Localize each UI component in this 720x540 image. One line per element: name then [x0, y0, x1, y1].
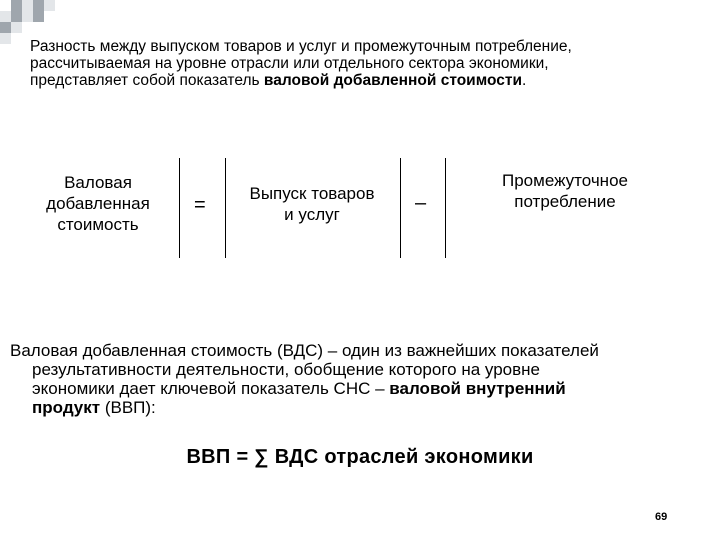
para-line-4-text: (ВВП):: [100, 398, 156, 417]
page-number: 69: [655, 511, 668, 523]
gva-definition-paragraph: [10, 341, 710, 417]
divider-line-2: [225, 158, 226, 258]
minus-sign: –: [415, 192, 427, 214]
para-line-3-text: экономики дает ключевой показатель СНС –: [32, 379, 390, 398]
term-intermediate-consumption: [484, 170, 646, 212]
intro-line-3: [30, 72, 690, 89]
divider-line-3: [400, 158, 401, 258]
term-output: [232, 183, 392, 225]
equals-sign: =: [194, 194, 206, 216]
term-gross-value-added: [28, 172, 168, 235]
intro-line-3-text: представляет собой показатель: [30, 72, 264, 89]
term1-line-3: стоимость: [57, 215, 139, 234]
intro-line-2: рассчитываемая на уровне отрасли или отдельного сектора экономики,: [30, 55, 549, 72]
term2-line-2: и услуг: [284, 205, 340, 224]
para-line-2: результативности деятельности, обобщение которого на уровне: [32, 360, 540, 379]
intro-line-3-bold: валовой добавленной стоимости: [263, 72, 522, 89]
divider-line-4: [445, 158, 446, 258]
term1-line-1: Валовая: [64, 173, 132, 192]
term1-line-2: добавленная: [46, 194, 150, 213]
term3-line-2: потребление: [514, 192, 616, 211]
term2-line-1: Выпуск товаров: [249, 184, 375, 203]
intro-line-1: Разность между выпуском товаров и услуг и промежуточным потребление,: [30, 38, 572, 55]
term3-line-1: Промежуточное: [502, 171, 628, 190]
para-line-4-bold: продукт: [32, 398, 101, 417]
para-line-3: [10, 379, 710, 398]
gdp-formula: ВВП = ∑ ВДС отраслей экономики: [186, 446, 534, 468]
para-line-1: Валовая добавленная стоимость (ВДС) – один из важнейших показателей: [10, 341, 599, 360]
intro-line-3-end: .: [521, 72, 527, 89]
para-line-4: [10, 398, 710, 417]
para-line-3-bold: валовой внутренний: [389, 379, 566, 398]
equation-diagram: [0, 150, 720, 260]
divider-line-1: [179, 158, 180, 258]
intro-text: [30, 38, 690, 89]
